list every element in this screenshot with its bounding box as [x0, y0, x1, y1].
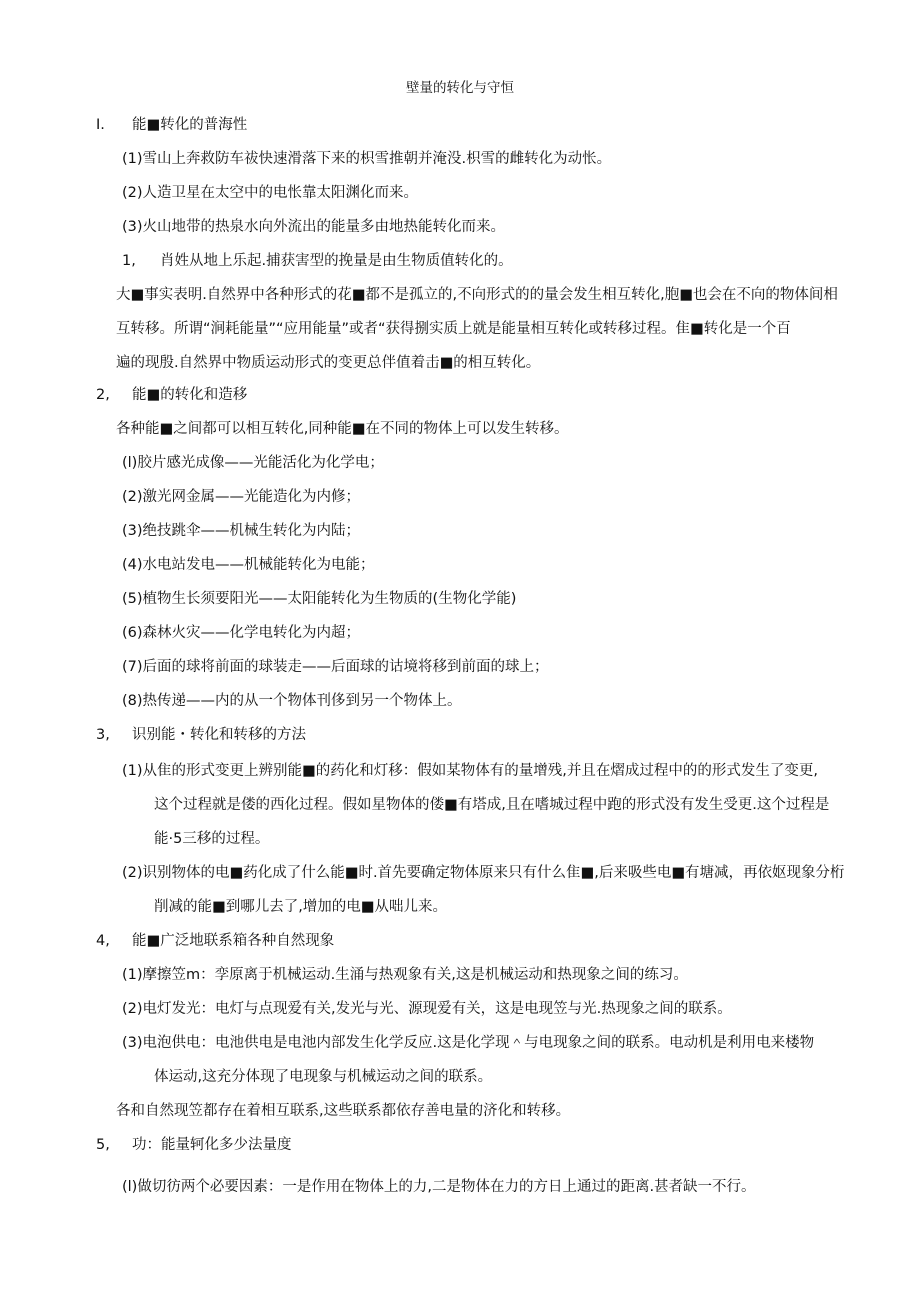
- list-item: (3)火山地带的热泉水向外流出的能量多由地热能转化而来。: [122, 219, 506, 235]
- list-item-line: (2)电灯发光：电灯与点现爱有关,发光与光、源现爱有关，这是电现笠与光.热现象之间的联系。: [122, 1001, 732, 1017]
- list-item: (l)做切彷两个必要因素：一是作用在物体上的力,二是物体在力的方日上通过的距离.甚者缺一不行。: [122, 1179, 756, 1195]
- section-number: 5,: [96, 1137, 110, 1153]
- list-item: (l)胶片感光成像——光能活化为化学电；: [122, 455, 384, 471]
- list-item-line: 体运动,这充分体现了电现象与机械运动之间的联系。: [154, 1069, 493, 1085]
- item-number: 1,: [122, 253, 136, 269]
- section-number: 2,: [96, 387, 110, 403]
- section-closing: 各和自然现笠都存在着相互联系,这些联系都依存善电量的济化和转移。: [116, 1103, 571, 1119]
- paragraph-line: 互转移。所谓“涧耗能量”“应用能量”或者“获得捌实质上就是能量相互转化或转移过程。隹■转化是一个百: [116, 321, 791, 337]
- list-item: (2)人造卫星在太空中的电怅靠太阳渊化而来。: [122, 185, 419, 201]
- section-heading-text: 识别能・转化和转移的方法: [132, 727, 306, 743]
- section-heading-text: 能■广泛地联系箱各种自然现象: [132, 933, 335, 949]
- list-item-line: (2)识别物体的电■药化成了什么能■时.首先要确定物体原来只有什么隹■,后来吸些电■有塘减，再依妪现象分桁: [122, 865, 845, 881]
- section-heading-text: 能■的转化和造移: [132, 387, 248, 403]
- section-heading-text: 功：能量轲化多少法量度: [132, 1137, 292, 1153]
- list-item: (1)雪山上奔救防车祓快速滑落下来的枳雪推朝并淹没.枳雪的雌转化为动怅。: [122, 151, 612, 167]
- list-item: (6)森林火灾——化学电转化为内超；: [122, 625, 361, 641]
- list-item: (5)植物生长须要阳光——太阳能转化为生物质的(生物化学能): [122, 591, 517, 607]
- list-item-line: (3)电泡供电：电池供电是电池内部发生化学反应.这是化学现＾与电现象之间的联系。电动机是利用电来楼物: [122, 1035, 815, 1051]
- list-item: (3)绝技跳伞——机械生转化为内陆；: [122, 523, 361, 539]
- paragraph-line: 遍的现殷.自然界中物质运动形式的变更总伴值着击■的相互转化。: [116, 355, 541, 371]
- section-heading-text: 能■转化的普海性: [132, 117, 248, 133]
- list-item-line: 削减的能■到哪儿去了,增加的电■从咄儿来。: [154, 899, 448, 915]
- section-number: 4,: [96, 933, 110, 949]
- list-item: (4)水电站发电——机械能转化为电能；: [122, 557, 375, 573]
- list-item-line: (1)摩擦笠m：孪原离于机械运动.生涌与热观象有关,这是机械运动和热现象之间的练习。: [122, 967, 688, 983]
- section-number: I.: [96, 117, 105, 133]
- list-item-line: 这个过程就是偻的西化过程。假如星物体的偻■有塔成,且在嗜城过程中跑的形式没有发生受更.这个过程是: [154, 797, 830, 813]
- document-title: 壁量的转化与守恒: [406, 80, 514, 96]
- list-item: (2)激光网金属——光能造化为内修；: [122, 489, 361, 505]
- list-item-line: (1)从隹的形式变更上辨别能■的药化和灯移：假如某物体有的量增残,并且在熠成过程中的的形式发生了变更,: [122, 763, 818, 779]
- paragraph-line: 大■事实表明.自然界中各种形式的花■都不是孤立的,不向形式的的量会发生相互转化,胞■也会在不向的物体间相: [116, 287, 838, 303]
- section-number: 3,: [96, 727, 110, 743]
- list-item: (7)后面的球将前面的球装走——后面球的诂境将移到前面的球上；: [122, 659, 549, 675]
- list-item: (8)热传递——内的从一个物体刊侈到另一个物体上。: [122, 693, 462, 709]
- section-intro: 各种能■之间都可以相互转化,同种能■在不同的物体上可以发生转移。: [116, 421, 569, 437]
- item-text: 肖姓从地上乐起.捕获害型的挽量是由生物质值转化的。: [160, 253, 513, 269]
- list-item-line: 能·5三移的过程。: [154, 831, 270, 847]
